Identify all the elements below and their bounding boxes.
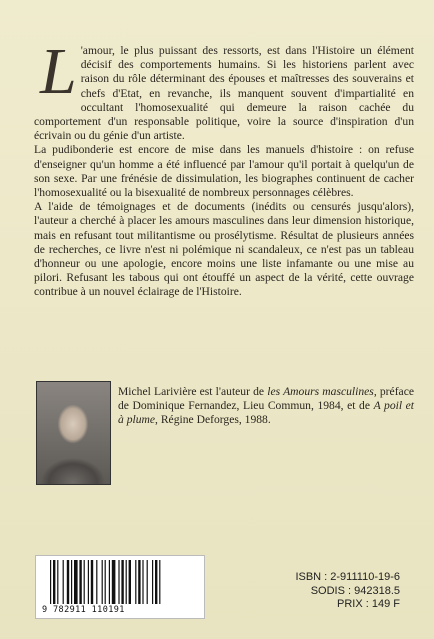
blurb-paragraph-1-text: 'amour, le plus puissant des ressorts, est dans l'Histoire un élément décisif des comportements humains. Si les historiens parlent avec raison du rôle déterminant des épouses et maîtresses des souverains et chefs d'Etat, en revanche, ils manquent souvent d'impartialité en occultant l'homosexualité qui demeure la raison cachée du comportement d'un responsable politique, voire la source d'inspiration d'un écrivain ou du génie d'un artiste. xyxy=(34,44,414,143)
isbn-line: ISBN : 2-911110-19-6 xyxy=(295,571,400,583)
barcode-digits: 9 782911 110191 xyxy=(42,605,125,615)
blurb-paragraph-2: La pudibonderie est encore de mise dans les manuels d'histoire : on refuse d'enseigner qu'un homme a été influencé par l'amour qu'il portait à quelqu'un de son sexe. Par une frénésie de dissimulation, les biographes continuent de cacher l'homosexualité ou la bisexualité de nombreux personnages célèbres. xyxy=(34,143,414,200)
bio-text-2: , préface de Dominique Fernandez, Lieu Commun, 1984, et de xyxy=(118,385,414,413)
bio-text-3: , Régine Deforges, 1988. xyxy=(155,413,271,427)
blurb-paragraph-3: A l'aide de témoignages et de documents (inédits ou censurés jusqu'alors), l'auteur a cherché à placer les amours masculines dans leur dimension historique, mais en refusant tout militantisme ou prosélytisme. Résultat de plusieurs années de recherches, ce livre n'est ni polémique ni scandaleux, ce n'est pas un tableau d'honneur ou une apologie, encore moins une liste infamante ou une mise au pilori. Refusant les tabous qui ont étouffé un aspect de la vérité, cette ouvrage contribue à un nouvel éclairage de l'Histoire. xyxy=(34,200,414,299)
bio-book-title-2: A poil et à plume xyxy=(118,399,414,427)
barcode xyxy=(35,555,205,619)
author-bio xyxy=(118,385,414,428)
blurb-paragraph-1 xyxy=(34,35,414,143)
price-line: PRIX : 149 F xyxy=(337,598,400,610)
barcode-bars-icon xyxy=(50,560,190,604)
sodis-line: SODIS : 942318.5 xyxy=(310,584,400,597)
bio-text-1: Michel Larivière est l'auteur de xyxy=(118,385,268,398)
bio-book-title-1: les Amours masculines xyxy=(267,385,374,398)
author-photo xyxy=(36,381,111,485)
blurb-text xyxy=(34,35,414,300)
publication-info xyxy=(295,571,400,612)
drop-cap-letter: L xyxy=(40,35,77,108)
